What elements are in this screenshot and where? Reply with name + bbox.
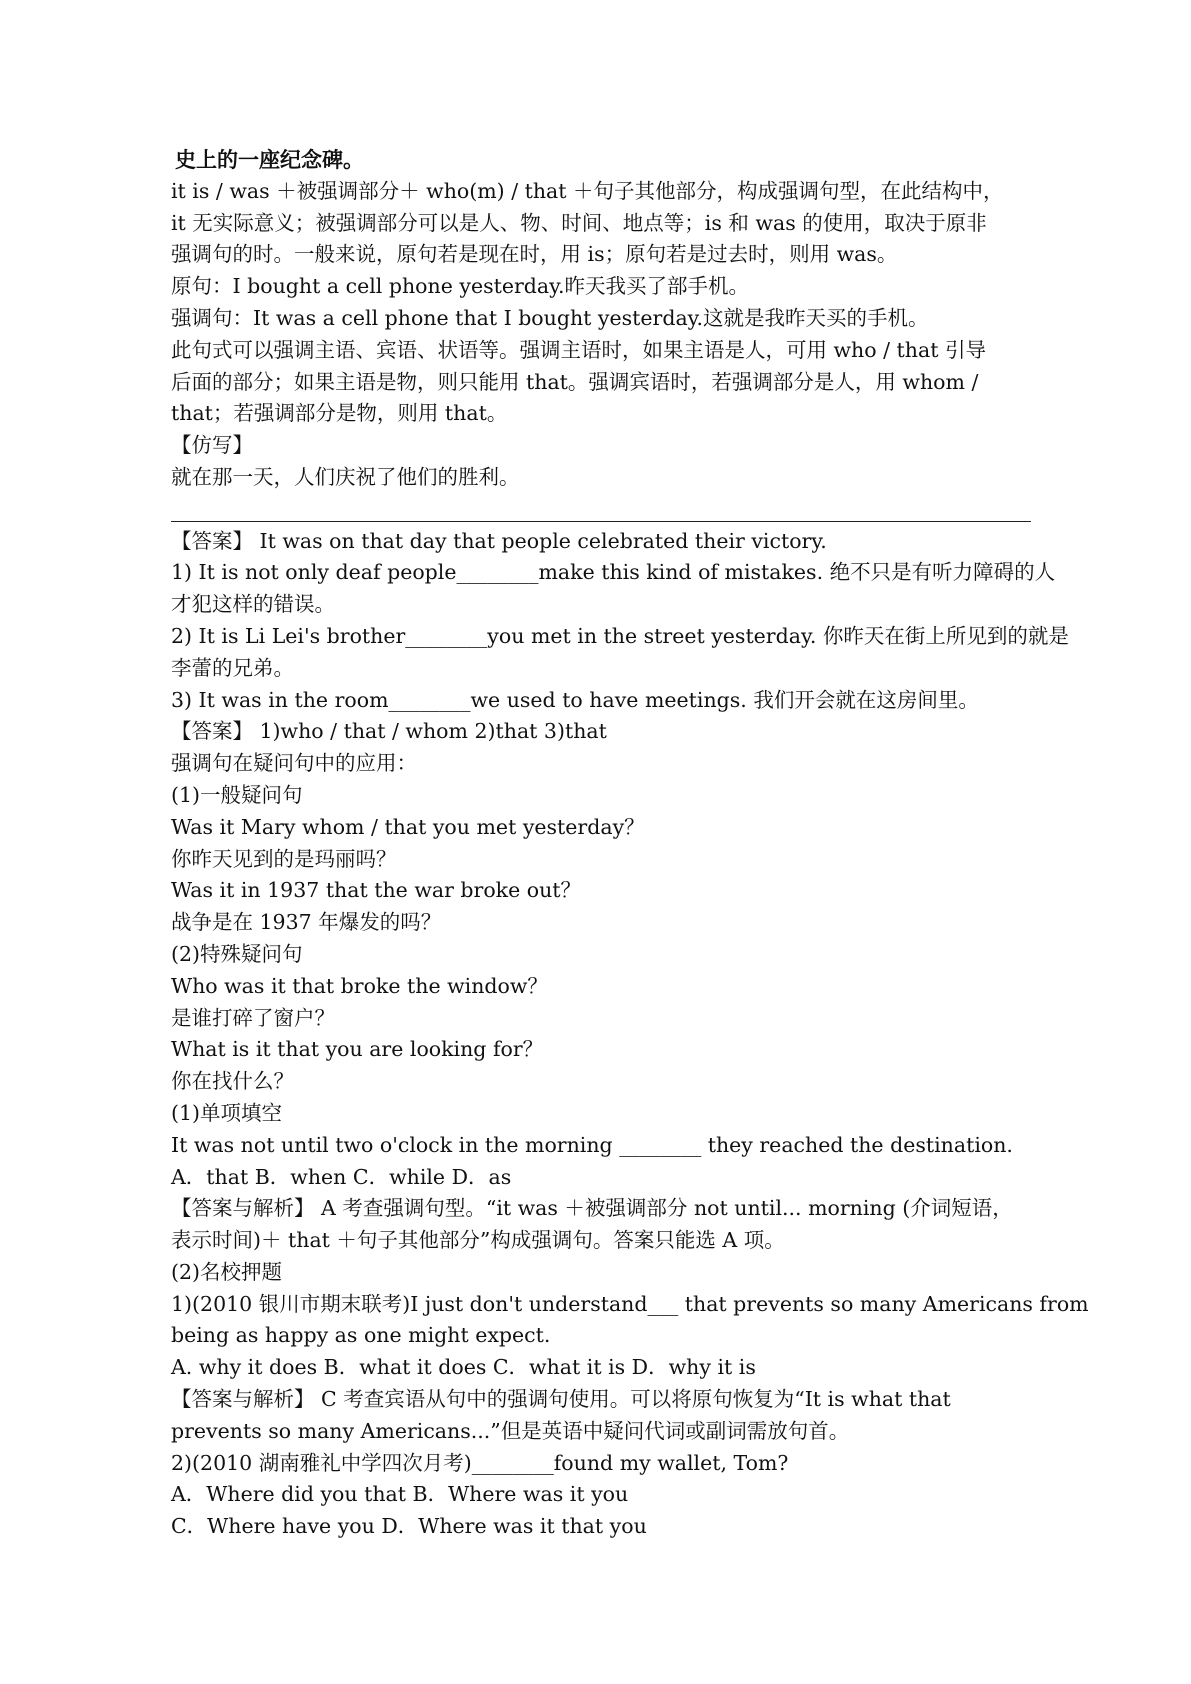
emphatic-sentence-example: 强调句：It was a cell phone that I bought yesterday.这就是我昨天买的手机。 [171,305,929,330]
special-question-translation-2: 你在找什么？ [171,1069,294,1094]
grammar-explanation-line-2: it 无实际意义；被强调部分可以是人、物、时间、地点等；is 和 was 的使用，取决于原非 [171,210,987,235]
school-question-1-line-2: being as happy as one might expect. [171,1323,551,1348]
grammar-explanation-line-3: 强调句的时。一般来说，原句若是现在时，用 is；原句若是过去时，则用 was。 [171,242,898,267]
exercise-1-line-2: 才犯这样的错误。 [171,592,335,617]
special-question-heading: (2)特殊疑问句 [171,941,303,966]
exercise-2-line-2: 李蕾的兄弟。 [171,655,294,680]
exercise-2-line-1: 2) It is Li Lei's brother________you met in the street yesterday. 你昨天在街上所见到的就是 [171,623,1069,648]
original-sentence-example: 原句：I bought a cell phone yesterday.昨天我买了部手机。 [171,274,749,299]
general-question-translation-2: 战争是在 1937 年爆发的吗？ [171,910,442,935]
document-body [171,144,1091,1543]
usage-note-line-3: that；若强调部分是物，则用 that。 [171,401,508,426]
special-question-translation-1: 是谁打碎了窗户？ [171,1005,335,1030]
question-usage-heading: 强调句在疑问句中的应用： [171,751,417,776]
special-question-example-2: What is it that you are looking for？ [171,1037,544,1062]
school-question-1-analysis-line-1: 【答案与解析】 C 考查宾语从句中的强调句使用。可以将原句恢复为“It is what that [171,1387,951,1412]
single-choice-analysis-line-1: 【答案与解析】 A 考查强调句型。“it was ＋被强调部分 not until... morning (介词短语， [171,1196,1013,1221]
usage-note-line-2: 后面的部分；如果主语是物，则只能用 that。强调宾语时，若强调部分是人，用 whom / [171,369,979,394]
single-choice-question: It was not until two o'clock in the morning ________ they reached the destination. [171,1132,1013,1157]
school-question-2: 2)(2010 湖南雅礼中学四次月考)________found my wallet, Tom? [171,1450,789,1475]
general-question-heading: (1)一般疑问句 [171,782,303,807]
usage-note-line-1: 此句式可以强调主语、宾语、状语等。强调主语时，如果主语是人，可用 who / that 引导 [171,337,986,362]
answer-blank-line [171,494,1091,526]
grammar-explanation-line-1: it is / was ＋被强调部分＋ who(m) / that ＋句子其他部分，构成强调句型，在此结构中， [171,178,1004,203]
school-question-2-options-cd: C．Where have you D．Where was it that you [171,1514,647,1539]
single-choice-options: A．that B．when C．while D．as [171,1164,512,1189]
general-question-translation-1: 你昨天见到的是玛丽吗？ [171,846,397,871]
school-question-1-line-1: 1)(2010 银川市期末联考)I just don't understand___ that prevents so many Americans from [171,1291,1089,1316]
school-question-1-options: A. why it does B．what it does C．what it is D．why it is [171,1355,756,1380]
single-choice-analysis-line-2: 表示时间)＋ that ＋句子其他部分”构成强调句。答案只能选 A 项。 [171,1228,785,1253]
imitation-prompt: 就在那一天，人们庆祝了他们的胜利。 [171,464,520,489]
continued-heading: 史上的一座纪念碑。 [175,147,364,172]
single-choice-heading: (1)单项填空 [171,1100,283,1125]
imitation-answer: 【答案】 It was on that day that people celebrated their victory. [171,528,827,553]
exercise-answers: 【答案】 1)who / that / whom 2)that 3)that [171,719,607,744]
school-questions-heading: (2)名校押题 [171,1259,283,1284]
imitation-heading: 【仿写】 [171,433,253,458]
general-question-example-2: Was it in 1937 that the war broke out？ [171,878,582,903]
school-question-2-options-ab: A．Where did you that B．Where was it you [171,1482,629,1507]
exercise-1-line-1: 1) It is not only deaf people________make this kind of mistakes. 绝不只是有听力障碍的人 [171,560,1056,585]
exercise-3: 3) It was in the room________we used to have meetings. 我们开会就在这房间里。 [171,687,979,712]
blank-underline [171,521,1031,522]
special-question-example-1: Who was it that broke the window？ [171,973,548,998]
general-question-example-1: Was it Mary whom / that you met yesterday？ [171,814,645,839]
school-question-1-analysis-line-2: prevents so many Americans...”但是英语中疑问代词或副词需放句首。 [171,1418,850,1443]
